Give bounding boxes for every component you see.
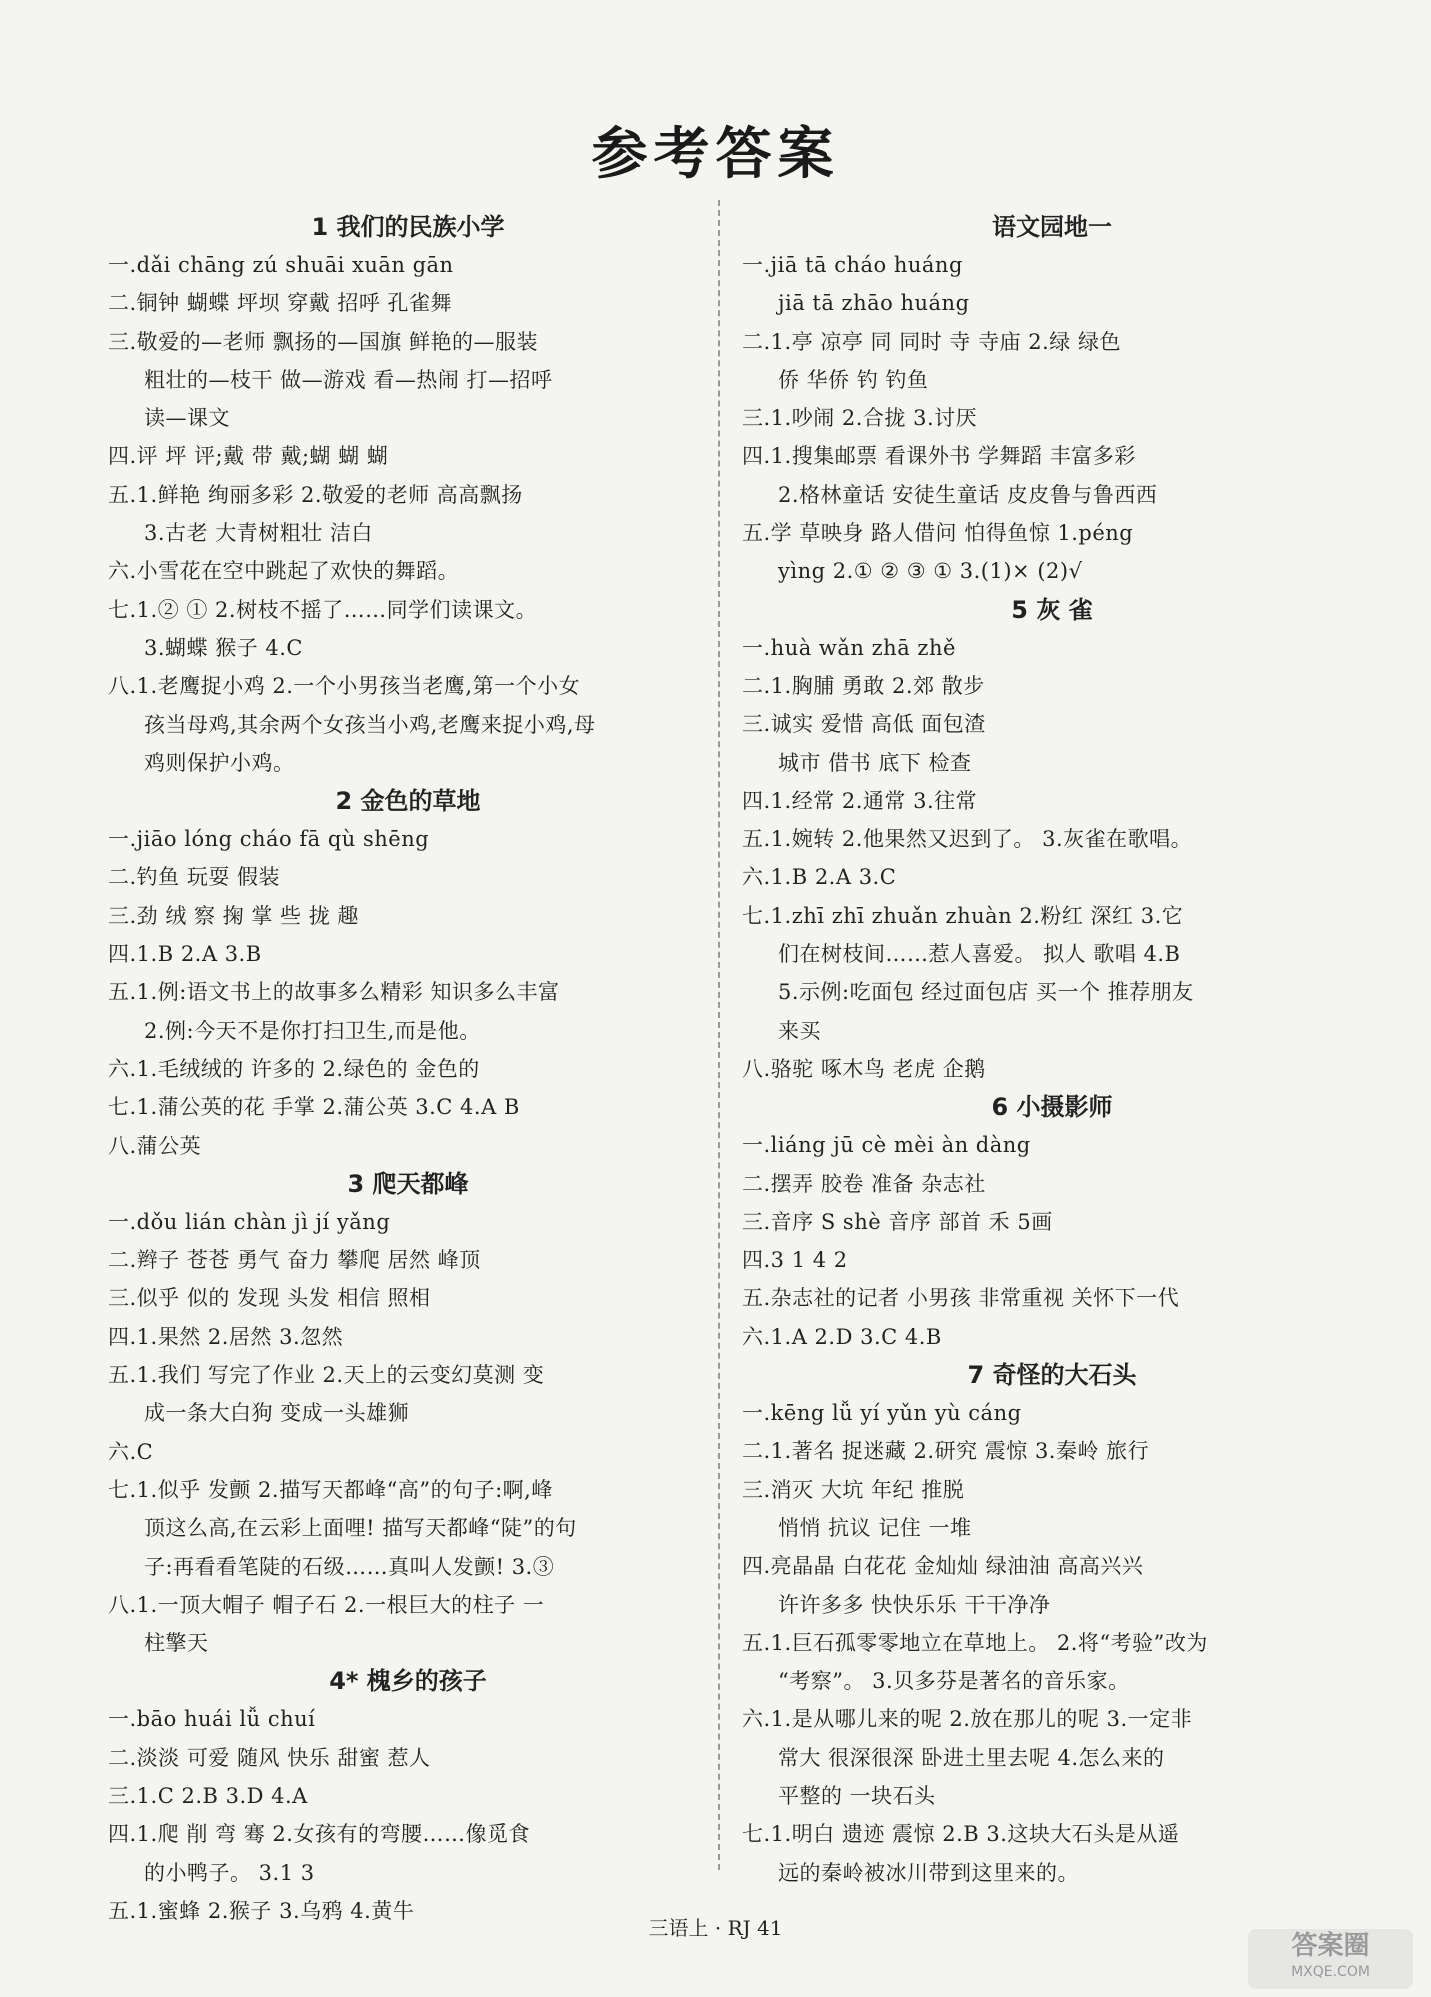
answer-line: 五.1.巨石孤零零地立在草地上。 2.将“考验”改为 (742, 1630, 1208, 1655)
answer-line: 顶这么高,在云彩上面哩! 描写天都峰“陡”的句 (144, 1516, 577, 1541)
answer-line: 二.1.著名 捉迷藏 2.研究 震惊 3.秦岭 旅行 (742, 1439, 1150, 1464)
answer-line: 2.例:今天不是你打扫卫生,而是他。 (144, 1018, 481, 1043)
section-title: 3 爬天都峰 (347, 1169, 469, 1198)
answer-line: 二.1.亭 凉亭 同 同时 寺 寺庙 2.绿 绿色 (742, 329, 1121, 354)
section-title: 4* 槐乡的孩子 (329, 1667, 487, 1696)
answer-line: 四.1.搜集邮票 看课外书 学舞蹈 丰富多彩 (742, 444, 1136, 469)
answer-line: 八.骆驼 啄木鸟 老虎 企鹅 (742, 1056, 986, 1081)
answer-section (108, 1662, 708, 1930)
answer-line: 三.劲 绒 察 掬 掌 些 拢 趣 (108, 903, 359, 928)
answer-line: 一.jiā tā cháo huáng (742, 253, 963, 277)
answer-line: 一.jiāo lóng cháo fā qù shēng (108, 827, 430, 852)
answer-line: 七.1.zhī zhī zhuǎn zhuàn 2.粉红 深红 3.它 (742, 903, 1184, 928)
answer-line: 八.1.一顶大帽子 帽子石 2.一根巨大的柱子 一 (108, 1592, 545, 1617)
answer-line: 的小鸭子。 3.1 3 (144, 1860, 315, 1885)
answer-section (742, 1356, 1362, 1892)
page-footer: 三语上 · RJ 41 (648, 1916, 783, 1940)
answer-line: 许许多多 快快乐乐 干干净净 (778, 1592, 1051, 1617)
answer-line: 六.1.A 2.D 3.C 4.B (742, 1324, 942, 1349)
answer-line: 读—课文 (144, 406, 230, 431)
answer-line: 三.1.C 2.B 3.D 4.A (108, 1783, 308, 1808)
answer-line: 侨 华侨 钓 钓鱼 (778, 367, 929, 392)
answer-line: 来买 (778, 1018, 821, 1043)
page-title: 参考答案 (591, 121, 840, 187)
answer-line: 粗壮的—枝干 做—游戏 看—热闹 打—招呼 (144, 367, 553, 392)
answer-line: 远的秦岭被冰川带到这里来的。 (778, 1860, 1079, 1885)
section-title: 2 金色的草地 (335, 787, 481, 816)
answer-line: 三.似乎 似的 发现 头发 相信 照相 (108, 1286, 431, 1311)
answer-line: 常大 很深很深 卧进土里去呢 4.怎么来的 (778, 1745, 1165, 1770)
answer-line: 五.学 草映身 路人借问 怕得鱼惊 1.péng (742, 521, 1134, 546)
answer-section (108, 1165, 708, 1663)
answer-line: 平整的 一块石头 (778, 1783, 936, 1808)
answer-line: 二.铜钟 蝴蝶 坪坝 穿戴 招呼 孔雀舞 (108, 291, 453, 316)
watermark-logo (1248, 1929, 1413, 1989)
answer-line: 四.1.爬 削 弯 骞 2.女孩有的弯腰……像觅食 (108, 1822, 530, 1847)
answer-line: yìng 2.① ② ③ ① 3.(1)× (2)√ (778, 559, 1083, 584)
answer-line: 四.亮晶晶 白花花 金灿灿 绿油油 高高兴兴 (742, 1554, 1144, 1579)
answer-line: 鸡则保护小鸡。 (144, 750, 295, 775)
answer-section (108, 208, 708, 782)
answer-line: 七.1.似乎 发颤 2.描写天都峰“高”的句子:啊,峰 (108, 1477, 553, 1502)
answer-line: 二.淡淡 可爱 随风 快乐 甜蜜 惹人 (108, 1745, 431, 1770)
column-divider (718, 200, 720, 1870)
answer-line: 四.1.果然 2.居然 3.忽然 (108, 1324, 344, 1349)
answer-line: 四.1.经常 2.通常 3.往常 (742, 788, 978, 813)
answer-line: 5.示例:吃面包 经过面包店 买一个 推荐朋友 (778, 980, 1194, 1005)
answer-line: 们在树枝间……惹人喜爱。 拟人 歌唱 4.B (778, 942, 1181, 967)
answer-line: “考察”。 3.贝多芬是著名的音乐家。 (778, 1669, 1130, 1694)
answer-line: 三.1.吵闹 2.合拢 3.讨厌 (742, 406, 978, 431)
answer-line: 二.钓鱼 玩耍 假装 (108, 865, 281, 890)
answer-line: 五.1.例:语文书上的故事多么精彩 知识多么丰富 (108, 980, 560, 1005)
section-title: 5 灰 雀 (1011, 595, 1093, 624)
answer-line: 一.liáng jū cè mèi àn dàng (742, 1133, 1031, 1158)
section-title: 6 小摄影师 (991, 1093, 1113, 1122)
answer-line: 六.C (108, 1439, 154, 1464)
answer-line: 五.1.我们 写完了作业 2.天上的云变幻莫测 变 (108, 1363, 545, 1388)
answer-line: 七.1.明白 遗迹 震惊 2.B 3.这块大石头是从遥 (742, 1822, 1180, 1847)
answer-line: 六.小雪花在空中跳起了欢快的舞蹈。 (108, 559, 460, 584)
answer-section (108, 782, 708, 1165)
answer-line: 四.评 坪 评;戴 带 戴;蝴 蝴 蝴 (108, 444, 389, 469)
answer-line: 3.蝴蝶 猴子 4.C (144, 635, 303, 660)
answer-line: 悄悄 抗议 记住 一堆 (778, 1515, 972, 1540)
answer-line: 四.3 1 4 2 (742, 1248, 848, 1273)
answer-line: 二.辫子 苍苍 勇气 奋力 攀爬 居然 峰顶 (108, 1248, 481, 1273)
answer-line: 六.1.是从哪儿来的呢 2.放在那儿的呢 3.一定非 (742, 1707, 1193, 1732)
answer-line: 3.古老 大青树粗壮 洁白 (144, 521, 373, 546)
answer-line: 二.1.胸脯 勇敢 2.郊 散步 (742, 673, 985, 698)
answer-line: 一.dǒu lián chàn jì jí yǎng (108, 1209, 391, 1234)
answer-line: 七.1.蒲公英的花 手掌 2.蒲公英 3.C 4.A B (108, 1095, 520, 1120)
left-column (108, 208, 708, 1930)
answer-line: 一.huà wǎn zhā zhě (742, 635, 956, 660)
answer-line: 2.格林童话 安徒生童话 皮皮鲁与鲁西西 (778, 482, 1158, 507)
answer-line: 子:再看看笔陡的石级……真叫人发颤! 3.③ (144, 1554, 555, 1579)
answer-line: jiā tā zhāo huáng (778, 291, 970, 316)
answer-line: 一.kēng lǚ yí yǔn yù cáng (742, 1401, 1022, 1426)
answer-line: 六.1.毛绒绒的 许多的 2.绿色的 金色的 (108, 1056, 480, 1081)
answer-line: 成一条大白狗 变成一头雄狮 (144, 1401, 410, 1426)
section-title: 7 奇怪的大石头 (967, 1361, 1137, 1390)
answer-line: 三.音序 S shè 音序 部首 禾 5画 (742, 1209, 1053, 1234)
answer-line: 柱擎天 (144, 1631, 209, 1656)
answer-line: 五.1.鲜艳 绚丽多彩 2.敬爱的老师 高高飘扬 (108, 482, 523, 507)
answer-line: 城市 借书 底下 检查 (778, 750, 972, 775)
answer-line: 七.1.② ① 2.树枝不摇了……同学们读课文。 (108, 597, 538, 622)
section-title: 1 我们的民族小学 (311, 213, 505, 241)
answer-line: 五.1.婉转 2.他果然又迟到了。 3.灰雀在歌唱。 (742, 827, 1193, 852)
answer-line: 八.1.老鹰捉小鸡 2.一个小男孩当老鹰,第一个小女 (108, 674, 581, 699)
answer-line: 四.1.B 2.A 3.B (108, 942, 262, 967)
answer-line: 孩当母鸡,其余两个女孩当小鸡,老鹰来捉小鸡,母 (144, 712, 596, 737)
answer-line: 一.bāo huái lǚ chuí (108, 1707, 316, 1732)
answer-section (742, 208, 1362, 591)
answer-line: 三.敬爱的—老师 飘扬的—国旗 鲜艳的—服装 (108, 329, 539, 354)
answer-line: 六.1.B 2.A 3.C (742, 865, 897, 890)
watermark-main-text: 答案圈 (1291, 1931, 1370, 1961)
answer-line: 一.dǎi chāng zú shuāi xuān gān (108, 253, 454, 277)
answer-line: 五.杂志社的记者 小男孩 非常重视 关怀下一代 (742, 1286, 1180, 1311)
answer-section (742, 1088, 1362, 1356)
answer-section (742, 591, 1362, 1089)
answer-line: 五.1.蜜蜂 2.猴子 3.乌鸦 4.黄牛 (108, 1898, 415, 1923)
answer-line: 八.蒲公英 (108, 1133, 202, 1158)
answer-line: 三.消灭 大坑 年纪 推脱 (742, 1477, 965, 1502)
right-column (742, 208, 1362, 1892)
section-title: 语文园地一 (992, 213, 1112, 241)
answer-line: 二.摆弄 胶卷 准备 杂志社 (742, 1171, 986, 1196)
answer-line: 三.诚实 爱惜 高低 面包渣 (742, 712, 986, 737)
watermark-sub-text: MXQE.COM (1291, 1964, 1370, 1980)
